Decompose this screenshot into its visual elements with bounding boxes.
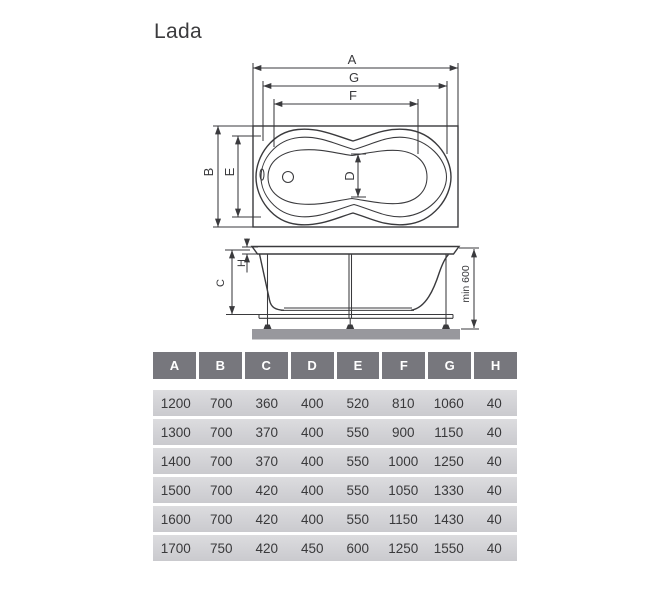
table-cell: 1150 <box>388 511 418 527</box>
table-cell: 550 <box>346 453 370 469</box>
table-cell: 1300 <box>160 424 191 440</box>
header-cell: D <box>291 352 334 379</box>
table-cell: 40 <box>486 540 502 556</box>
table-cell: 400 <box>300 453 324 469</box>
table-cell: 40 <box>486 482 502 498</box>
table-cell: 700 <box>209 511 233 527</box>
table-cell: 810 <box>391 395 415 411</box>
table-cell: 40 <box>486 395 502 411</box>
table-cell: 700 <box>209 395 233 411</box>
table-cell: 1430 <box>433 511 464 527</box>
dim-e-label: E <box>222 167 237 177</box>
support-frame <box>259 315 453 319</box>
feet <box>264 318 451 329</box>
ground <box>252 329 460 340</box>
table-cell: 1250 <box>433 453 464 469</box>
table-cell: 360 <box>255 395 279 411</box>
table-cell: 40 <box>486 453 502 469</box>
table-cell: 1050 <box>388 482 419 498</box>
dim-a-label: A <box>347 52 357 67</box>
table-cell: 400 <box>300 424 324 440</box>
spec-table-header <box>153 352 517 379</box>
dim-g-label: G <box>348 70 360 85</box>
table-cell: 1200 <box>160 395 191 411</box>
table-row <box>153 419 517 445</box>
dim-e <box>222 136 261 217</box>
table-cell: 600 <box>346 540 370 556</box>
table-cell: 700 <box>209 482 233 498</box>
table-cell: 700 <box>209 453 233 469</box>
dim-f <box>274 88 418 154</box>
table-cell: 1250 <box>388 540 419 556</box>
table-row <box>153 477 517 503</box>
header-cell: A <box>153 352 196 379</box>
tub-rim-profile <box>252 247 459 255</box>
table-cell: 40 <box>486 424 502 440</box>
tub-right-wall <box>411 255 449 311</box>
table-cell: 370 <box>255 424 279 440</box>
header-cell: C <box>245 352 288 379</box>
table-cell: 420 <box>255 540 279 556</box>
header-cell: B <box>199 352 242 379</box>
table-row <box>153 506 517 532</box>
table-row <box>153 390 517 416</box>
table-cell: 1150 <box>434 424 464 440</box>
dim-d <box>342 154 366 197</box>
table-cell: 450 <box>300 540 324 556</box>
table-cell: 900 <box>391 424 415 440</box>
dim-d-label: D <box>342 171 357 181</box>
spec-table-body <box>153 390 517 561</box>
dim-min-height-label: min 600 <box>460 265 472 303</box>
table-cell: 750 <box>209 540 233 556</box>
page-title: Lada <box>154 20 202 43</box>
table-cell: 700 <box>209 424 233 440</box>
dim-c-label: C <box>215 279 227 287</box>
frame-posts <box>268 254 447 319</box>
table-cell: 370 <box>255 453 279 469</box>
dim-b-label: B <box>201 167 216 177</box>
table-cell: 420 <box>255 482 279 498</box>
table-cell: 420 <box>255 511 279 527</box>
tub-bottom <box>281 308 414 310</box>
table-cell: 400 <box>300 395 324 411</box>
table-cell: 550 <box>346 424 370 440</box>
dim-min-height <box>459 248 479 329</box>
table-cell: 400 <box>300 511 324 527</box>
table-cell: 1500 <box>160 482 191 498</box>
table-cell: 400 <box>300 482 324 498</box>
header-cell: H <box>474 352 517 379</box>
table-row <box>153 535 517 561</box>
side-view <box>215 239 479 340</box>
table-row <box>153 448 517 474</box>
dim-h-label: H <box>236 259 248 267</box>
header-cell: E <box>337 352 380 379</box>
table-cell: 1060 <box>433 395 464 411</box>
table-cell: 520 <box>346 395 370 411</box>
table-cell: 550 <box>346 482 370 498</box>
top-view <box>201 52 458 227</box>
table-cell: 1700 <box>160 540 191 556</box>
drain-icon <box>283 172 294 183</box>
table-cell: 550 <box>346 511 370 527</box>
table-cell: 1550 <box>433 540 464 556</box>
spec-table <box>153 352 517 564</box>
table-cell: 1400 <box>160 453 191 469</box>
dim-f-label: F <box>349 88 357 103</box>
header-cell: F <box>382 352 425 379</box>
tub-left-wall <box>260 254 285 310</box>
header-cell: G <box>428 352 471 379</box>
table-cell: 40 <box>486 511 502 527</box>
table-cell: 1000 <box>388 453 419 469</box>
table-cell: 1600 <box>160 511 191 527</box>
dim-h <box>236 239 258 273</box>
table-cell: 1330 <box>433 482 464 498</box>
